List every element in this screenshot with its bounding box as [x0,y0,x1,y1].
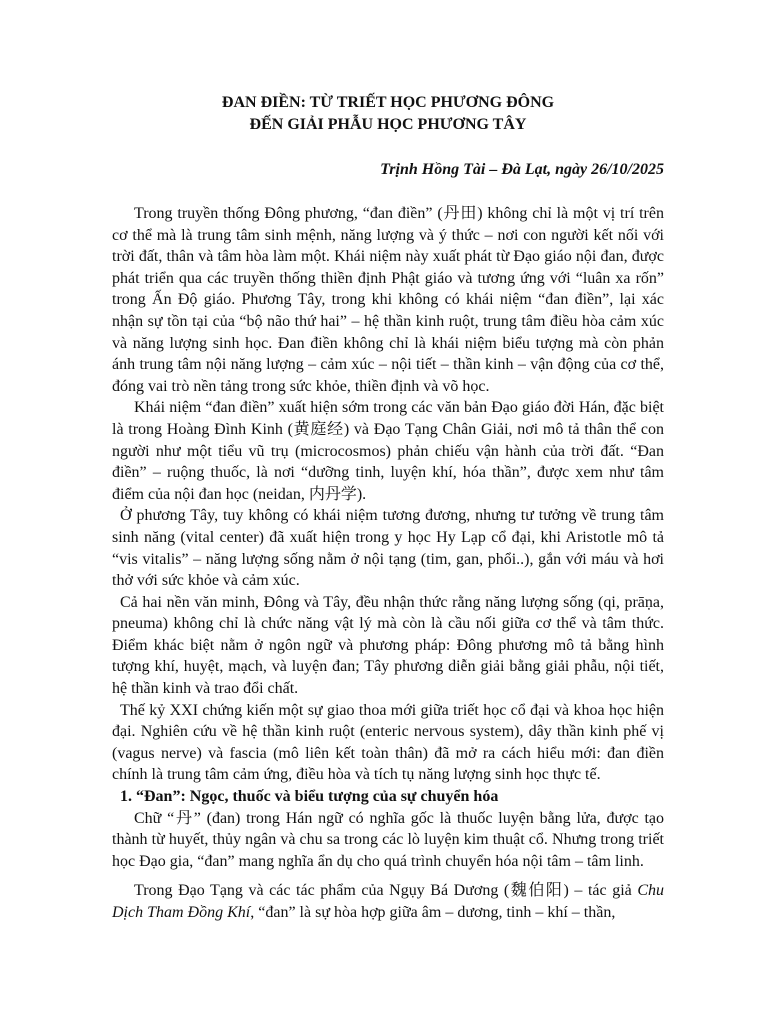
title-line-1: ĐAN ĐIỀN: TỪ TRIẾT HỌC PHƯƠNG ĐÔNG [221,94,555,111]
paragraph-west: Ở phương Tây, tuy không có khái niệm tương đương, nhưng tư tưởng về trung tâm sinh năng (vital center) đã xuất hiện trong y học Hy Lạp cổ đại, khi Aristotle mô tả “vis vitalis” – năng lượng sống nằm ở nội tạng (tim, gan, phổi..), gắn với máu và hơi thở với sức khỏe và cảm xúc. [112,507,664,590]
book-title: Chu Dịch Tham Đồng Khí [112,882,664,921]
paragraph-2-end: , “đan” là sự hòa hợp giữa âm – dương, tinh – khí – thần, [250,904,616,921]
document-page [112,92,664,924]
section-1-paragraph-2 [112,880,664,923]
paragraph-han-texts: Khái niệm “đan điền” xuất hiện sớm trong các văn bản Đạo giáo đời Hán, đặc biệt là trong Hoàng Đình Kinh (黄庭经) và Đạo Tạng Chân Giải, nơi mô tả thân thể con người như một tiểu vũ trụ (microcosmos) phản chiếu vận hành của trời đất. “Đan điền” – ruộng thuốc, là nơi “dưỡng tinh, luyện khí, hóa thần”, được xem như tâm điểm của nội đan học (neidan, 内丹学). [112,399,664,503]
section-1-paragraph-1: Chữ “丹” (đan) trong Hán ngữ có nghĩa gốc là thuốc luyện bằng lửa, được tạo thành từ huyết, thủy ngân và chu sa trong các lò luyện kim thuật cổ. Nhưng trong triết học Đạo gia, “đan” mang nghĩa ẩn dụ cho quá trình chuyển hóa nội tâm – tâm linh. [112,809,664,870]
document-title [112,92,664,136]
title-line-2: ĐẾN GIẢI PHẪU HỌC PHƯƠNG TÂY [249,116,527,133]
paragraph-civilizations: Cả hai nền văn minh, Đông và Tây, đều nhận thức rằng năng lượng sống (qi, prāṇa, pneuma) không chỉ là chức năng vật lý mà còn là cầu nối giữa cơ thể và tâm thức. Điểm khác biệt nằm ở ngôn ngữ và phương pháp: Đông phương mô tả bằng hình tượng khí, huyệt, mạch, và luyện đan; Tây phương diễn giải bằng giải phẫu, nội tiết, hệ thần kinh và trao đổi chất. [112,593,664,698]
paragraph-2-start: Trong Đạo Tạng và các tác phẩm của Ngụy Bá Dương (魏伯阳) – tác giả [134,882,638,900]
paragraph-intro: Trong truyền thống Đông phương, “đan điền” (丹田) không chỉ là một vị trí trên cơ thể mà là trung tâm sinh mệnh, năng lượng và ý thức – nơi con người kết nối với trời đất, thân và tâm hòa làm một. Khái niệm này xuất phát từ Đạo giáo nội đan, được phát triển qua các truyền thống thiền định Phật giáo và tương ứng với “luân xa rốn” trong Ấn Độ giáo. Phương Tây, trong khi không có khái niệm “đan điền”, lại xác nhận sự tồn tại của “bộ não thứ hai” – hệ thần kinh ruột, trung tâm điều hòa cảm xúc và năng lượng sinh học. Đan điền không chỉ là khái niệm biểu tượng mà còn phản ánh trung tâm nội năng lượng – cảm xúc – nội tiết – thần kinh – vận động của cơ thể, đóng vai trò nền tảng trong sức khỏe, thiền định và võ học. [112,205,664,395]
section-1-heading: 1. “Đan”: Ngọc, thuốc và biểu tượng của sự chuyển hóa [120,788,499,806]
author-line: Trịnh Hồng Tài – Đà Lạt, ngày 26/10/2025 [380,161,664,178]
paragraph-21st-century: Thế kỷ XXI chứng kiến một sự giao thoa mới giữa triết học cổ đại và khoa học hiện đại. Nghiên cứu về hệ thần kinh ruột (enteric nervous system), dây thần kinh phế vị (vagus nerve) và fascia (mô liên kết toàn thân) đã mở ra cách hiểu mới: đan điền chính là trung tâm cảm ứng, điều hòa và tích tụ năng lượng sinh học thực tế. [112,701,664,784]
